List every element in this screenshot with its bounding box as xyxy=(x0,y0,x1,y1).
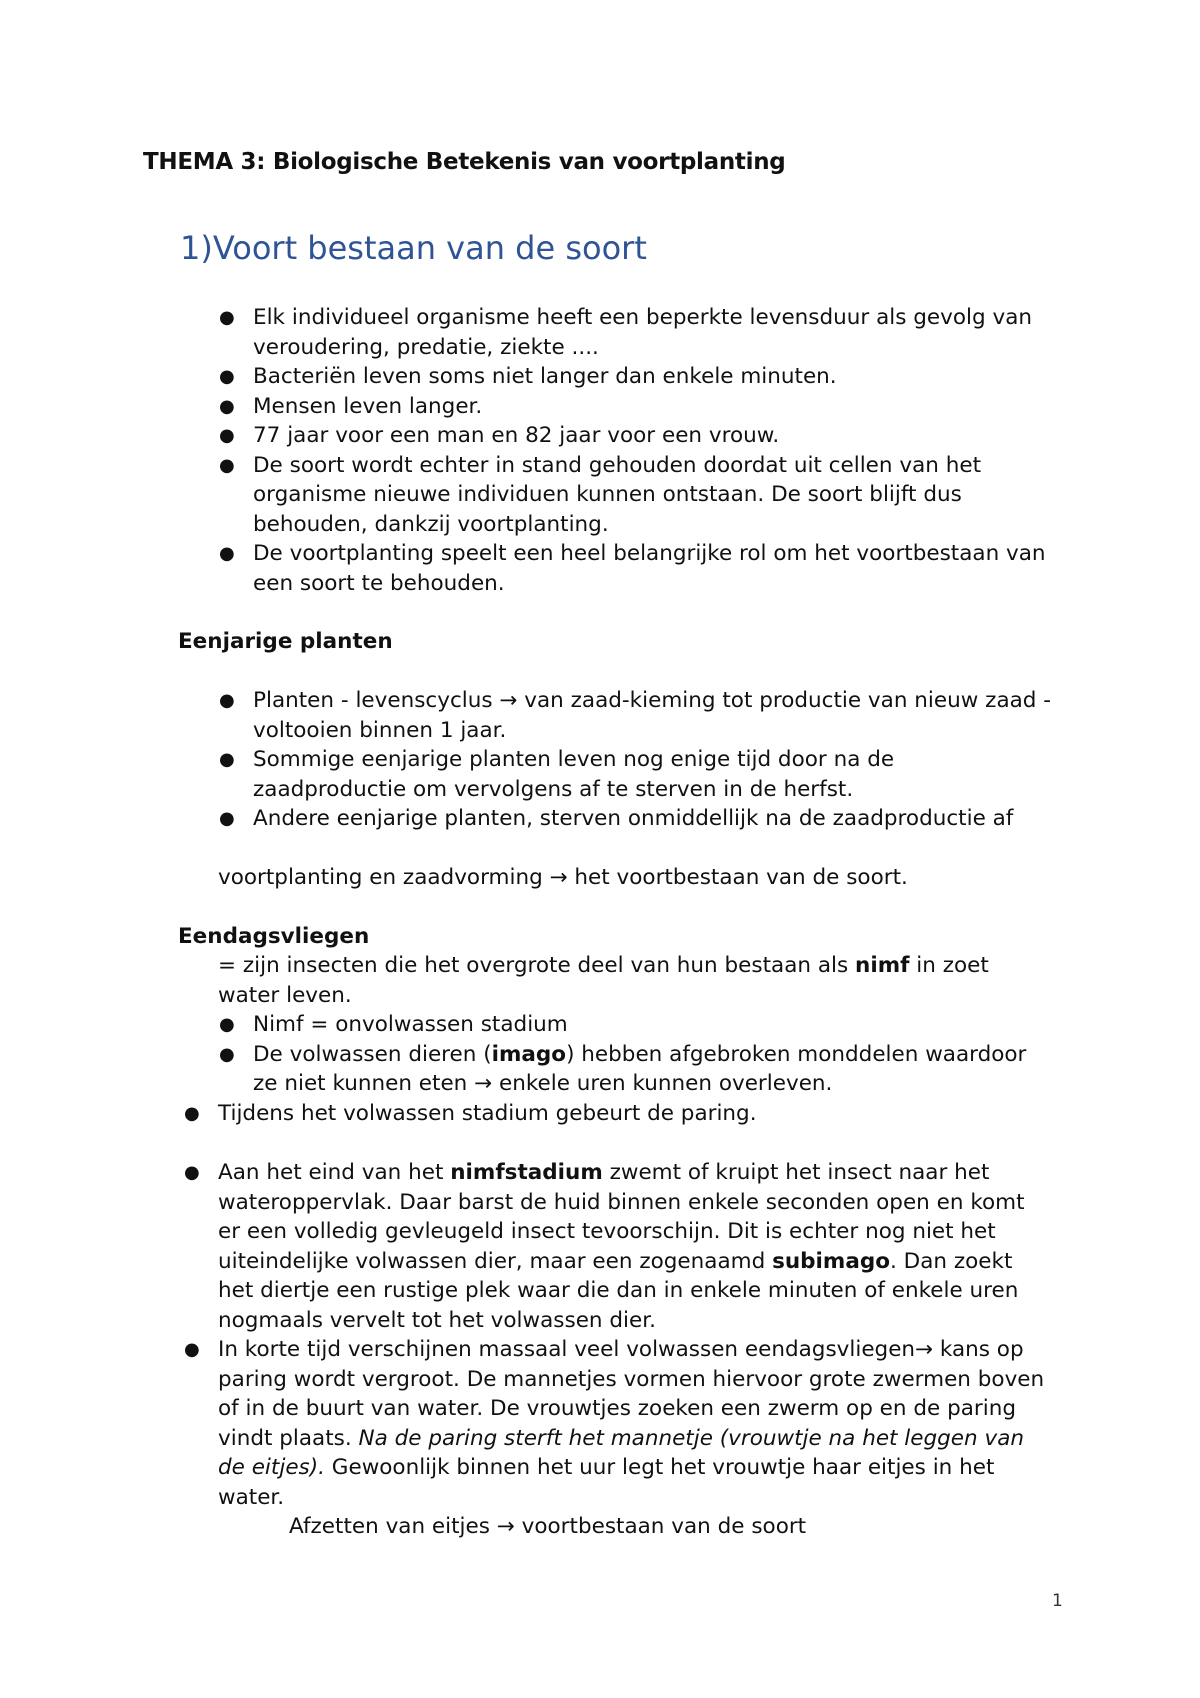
term-subimago: subimago xyxy=(772,1248,890,1274)
eendagsvliegen-intro: = zijn insecten die het overgrote deel van hun bestaan als nimf in zoet water leven. xyxy=(218,953,989,1008)
list-item: ● In korte tijd verschijnen massaal veel volwassen eendagsvliegen→ kans op paring wordt vergroot. De mannetjes vormen hiervoor grote zwermen boven of in de buurt van water. De vrouwtjes zoeken een zwerm op en de paring vindt plaats. Na de paring sterft het mannetje (vrouwtje na het leggen van de eitjes). Gewoonlijk binnen het uur legt het vrouwtje haar eitjes in het water. xyxy=(184,1337,1045,1510)
list-item: ● Planten - levenscyclus → van zaad-kieming tot productie van nieuw zaad - voltooien binnen 1 jaar. xyxy=(219,688,1052,743)
bullet-icon: ● xyxy=(219,1014,235,1035)
list-item: ● Aan het eind van het nimfstadium zwemt of kruipt het insect naar het wateroppervlak. Daar barst de huid binnen enkele seconden open en komt er een volledig gevleugeld insect tevoorschijn. Dit is echter nog niet het uiteindelijke volwassen dier, maar een zogenaamd subimago. Dan zoekt het diertje een rustige plek waar die dan in enkele minuten of enkele uren nogmaals vervelt tot het volwassen dier. xyxy=(184,1160,1025,1333)
term-imago: imago xyxy=(491,1041,567,1067)
list-item: ● Elk individueel organisme heeft een beperkte levensduur als gevolg van veroudering, predatie, ziekte .... xyxy=(219,305,1032,360)
list-item: ● Nimf = onvolwassen stadium xyxy=(253,1010,1053,1040)
list-item: ● De voortplanting speelt een heel belangrijke rol om het voortbestaan van een soort te behouden. xyxy=(219,541,1046,596)
bullet-icon: ● xyxy=(219,808,235,829)
bullet-icon: ● xyxy=(219,1043,235,1065)
list-item: ● De volwassen dieren (imago) hebben afgebroken monddelen waardoor ze niet kunnen eten → enkele uren kunnen overleven. xyxy=(219,1041,1027,1096)
page-number: 1 xyxy=(1052,1591,1063,1611)
subheading-eendagsvliegen: Eendagsvliegen xyxy=(178,924,370,949)
bullet-icon: ● xyxy=(184,1103,200,1124)
term-nimf: nimf xyxy=(855,953,910,978)
bullet-icon: ● xyxy=(219,307,235,328)
subheading-eenjarige: Eenjarige planten xyxy=(178,629,393,654)
eendagsvliegen-list-1 xyxy=(184,1099,1053,1129)
italic-note: Na de paring sterft het mannetje (vrouwtje na het leggen van de eitjes). xyxy=(218,1425,1025,1480)
list-item: ● Andere eenjarige planten, sterven onmiddellijk na de zaadproductie af xyxy=(253,804,1053,834)
eendagsvliegen-list-2 xyxy=(184,1158,1053,1512)
bullet-icon: ● xyxy=(219,543,235,564)
list-item: ● 77 jaar voor een man en 82 jaar voor een vrouw. xyxy=(253,421,1053,451)
term-nimfstadium: nimfstadium xyxy=(450,1160,603,1185)
eendagsvliegen-conclusion: Afzetten van eitjes → voortbestaan van de soort xyxy=(289,1514,807,1539)
list-item: ● Bacteriën leven soms niet langer dan enkele minuten. xyxy=(253,362,1053,392)
list-item: ● Mensen leven langer. xyxy=(253,392,1053,422)
bullet-icon: ● xyxy=(219,454,235,476)
list-item: ● Tijdens het volwassen stadium gebeurt de paring. xyxy=(218,1099,1053,1129)
bullet-icon: ● xyxy=(184,1339,200,1360)
eenjarige-bullet-list xyxy=(219,686,1053,834)
document-title: THEMA 3: Biologische Betekenis van voortplanting xyxy=(143,149,786,175)
section-heading: 1)Voort bestaan van de soort xyxy=(180,229,647,267)
bullet-icon: ● xyxy=(219,366,235,387)
list-item: ● De soort wordt echter in stand gehouden doordat uit cellen van het organisme nieuwe individuen kunnen ontstaan. De soort blijft dus behouden, dankzij voortplanting. xyxy=(219,452,982,537)
eenjarige-conclusion: voortplanting en zaadvorming → het voortbestaan van de soort. xyxy=(218,865,908,890)
bullet-icon: ● xyxy=(219,749,235,770)
bullet-icon: ● xyxy=(219,425,235,446)
eendagsvliegen-sub-list xyxy=(219,1010,1053,1099)
section1-bullet-list xyxy=(219,303,1053,598)
list-item: ● Sommige eenjarige planten leven nog enige tijd door na de zaadproductie om vervolgens af te sterven in de herfst. xyxy=(219,747,895,802)
bullet-icon: ● xyxy=(219,690,235,711)
bullet-icon: ● xyxy=(219,395,235,417)
bullet-icon: ● xyxy=(184,1162,200,1183)
